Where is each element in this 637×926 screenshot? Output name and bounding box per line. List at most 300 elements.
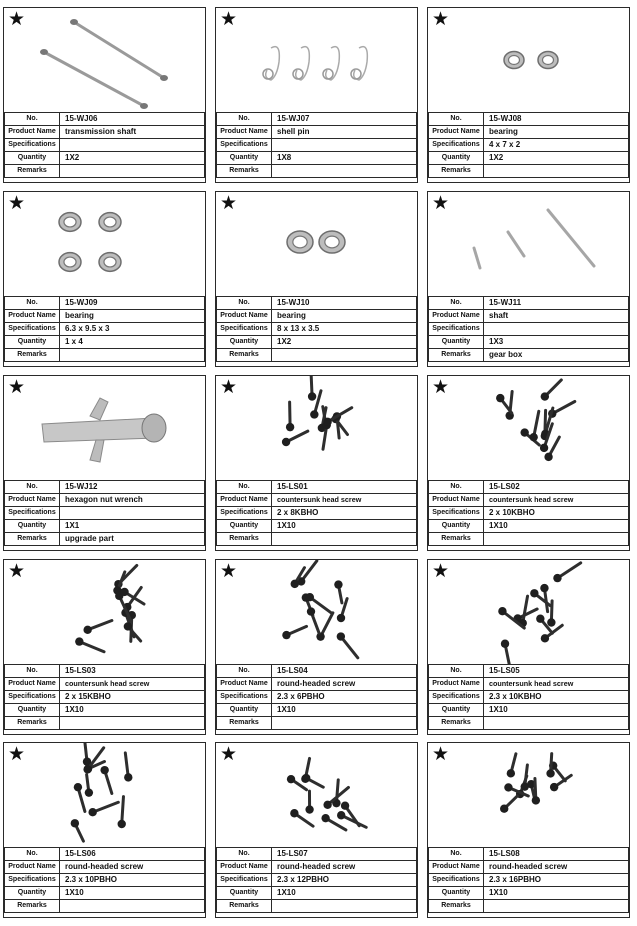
field-label: Product Name — [217, 310, 272, 323]
product-card — [215, 375, 418, 551]
field-label: Specifications — [429, 874, 484, 887]
spec-row-specifications — [217, 507, 417, 520]
field-value: 1X10 — [272, 704, 417, 717]
field-value: 1X10 — [272, 520, 417, 533]
spec-row-remarks — [217, 349, 417, 362]
field-label: No. — [429, 297, 484, 310]
product-photo — [216, 560, 417, 664]
field-value: gear box — [484, 349, 629, 362]
field-value: transmission shaft — [60, 126, 205, 139]
field-label: Remarks — [217, 533, 272, 546]
field-label: Remarks — [429, 900, 484, 913]
field-value: hexagon nut wrench — [60, 494, 205, 507]
field-label: Product Name — [217, 861, 272, 874]
star-icon: ★ — [432, 560, 450, 582]
spec-row-quantity — [429, 152, 629, 165]
field-label: No. — [217, 665, 272, 678]
field-label: Product Name — [429, 494, 484, 507]
field-value — [484, 323, 629, 336]
field-value — [484, 717, 629, 730]
field-value: shaft — [484, 310, 629, 323]
field-label: Product Name — [5, 126, 60, 139]
product-photo — [4, 743, 205, 847]
field-label: Product Name — [5, 494, 60, 507]
spec-row-quantity — [217, 520, 417, 533]
field-label: No. — [429, 113, 484, 126]
field-label: Remarks — [5, 349, 60, 362]
spec-table — [4, 664, 205, 730]
spec-row-remarks — [5, 900, 205, 913]
field-label: No. — [217, 113, 272, 126]
field-value: 2 x 8KBHO — [272, 507, 417, 520]
field-value — [484, 900, 629, 913]
product-card — [427, 742, 630, 918]
spec-row-product-name — [429, 310, 629, 323]
spec-row-specifications — [217, 139, 417, 152]
spec-row-specifications — [5, 323, 205, 336]
product-photo — [428, 560, 629, 664]
star-icon: ★ — [220, 560, 238, 582]
spec-row-product-name — [217, 678, 417, 691]
product-photo — [216, 376, 417, 480]
field-value: 2.3 x 16PBHO — [484, 874, 629, 887]
spec-row-remarks — [5, 533, 205, 546]
bearing-icon — [4, 192, 205, 296]
field-value: 2.3 x 10KBHO — [484, 691, 629, 704]
spec-row-product-name — [429, 861, 629, 874]
product-card — [427, 7, 630, 183]
field-value: 1X10 — [484, 704, 629, 717]
spec-row-remarks — [217, 165, 417, 178]
spec-row-specifications — [217, 323, 417, 336]
field-value: countersunk head screw — [484, 678, 629, 691]
product-card — [427, 375, 630, 551]
spec-table — [4, 847, 205, 913]
field-value: 8 x 13 x 3.5 — [272, 323, 417, 336]
field-label: Specifications — [217, 323, 272, 336]
spec-row-product-name — [5, 678, 205, 691]
field-value — [272, 900, 417, 913]
product-photo — [428, 192, 629, 296]
field-label: Remarks — [217, 717, 272, 730]
spec-row-product-name — [217, 861, 417, 874]
product-card — [3, 742, 206, 918]
field-value: 15-WJ08 — [484, 113, 629, 126]
field-value: 15-WJ10 — [272, 297, 417, 310]
spec-row-specifications — [429, 691, 629, 704]
product-card — [3, 191, 206, 367]
field-value: 15-LS04 — [272, 665, 417, 678]
field-label: Specifications — [217, 139, 272, 152]
spec-table — [216, 480, 417, 546]
spec-row-no — [217, 481, 417, 494]
spec-table — [428, 112, 629, 178]
product-photo — [4, 376, 205, 480]
spec-table — [428, 296, 629, 362]
field-value: 1X3 — [484, 336, 629, 349]
field-value: 15-WJ07 — [272, 113, 417, 126]
screw-icon — [4, 743, 205, 847]
product-photo — [428, 743, 629, 847]
field-value: 15-LS03 — [60, 665, 205, 678]
product-photo — [216, 192, 417, 296]
spec-table — [428, 480, 629, 546]
field-value: bearing — [60, 310, 205, 323]
field-value — [272, 139, 417, 152]
spec-row-product-name — [429, 494, 629, 507]
field-value: 1X2 — [484, 152, 629, 165]
field-value — [60, 900, 205, 913]
field-value — [272, 533, 417, 546]
spec-row-quantity — [217, 887, 417, 900]
spec-row-no — [5, 481, 205, 494]
spec-row-product-name — [5, 126, 205, 139]
product-card — [3, 7, 206, 183]
product-card — [215, 742, 418, 918]
field-value: 1X10 — [60, 887, 205, 900]
field-label: Remarks — [429, 349, 484, 362]
spec-row-specifications — [217, 874, 417, 887]
field-label: No. — [5, 665, 60, 678]
star-icon: ★ — [8, 376, 26, 398]
field-label: Product Name — [429, 678, 484, 691]
star-icon: ★ — [8, 8, 26, 30]
spec-row-remarks — [429, 717, 629, 730]
spec-row-product-name — [5, 494, 205, 507]
spec-row-specifications — [429, 323, 629, 336]
spec-row-quantity — [429, 887, 629, 900]
field-value: 2.3 x 10PBHO — [60, 874, 205, 887]
field-label: Specifications — [429, 139, 484, 152]
star-icon: ★ — [220, 8, 238, 30]
screw-icon — [4, 560, 205, 664]
field-label: Specifications — [5, 323, 60, 336]
spec-row-specifications — [5, 874, 205, 887]
field-label: Specifications — [217, 507, 272, 520]
field-value: round-headed screw — [272, 678, 417, 691]
spec-row-specifications — [5, 691, 205, 704]
product-photo — [216, 8, 417, 112]
field-value — [60, 507, 205, 520]
field-label: Product Name — [217, 494, 272, 507]
field-label: No. — [5, 297, 60, 310]
wrench-icon — [4, 376, 205, 480]
screw-icon — [428, 743, 629, 847]
field-value: 4 x 7 x 2 — [484, 139, 629, 152]
spec-row-no — [217, 848, 417, 861]
product-photo — [428, 376, 629, 480]
field-label: Quantity — [429, 887, 484, 900]
field-value: 15-LS06 — [60, 848, 205, 861]
field-label: Quantity — [429, 152, 484, 165]
star-icon: ★ — [432, 376, 450, 398]
field-label: Product Name — [5, 310, 60, 323]
field-label: Remarks — [429, 165, 484, 178]
star-icon: ★ — [8, 192, 26, 214]
field-value — [272, 165, 417, 178]
product-photo — [4, 192, 205, 296]
spec-table — [428, 847, 629, 913]
spec-row-quantity — [217, 704, 417, 717]
field-value: 1X10 — [484, 520, 629, 533]
field-label: Product Name — [5, 678, 60, 691]
field-label: Quantity — [217, 520, 272, 533]
spec-table — [4, 480, 205, 546]
field-label: Specifications — [429, 323, 484, 336]
spec-row-product-name — [429, 126, 629, 139]
field-value: 15-LS02 — [484, 481, 629, 494]
field-label: Quantity — [429, 704, 484, 717]
field-value — [484, 533, 629, 546]
field-label: Remarks — [429, 533, 484, 546]
star-icon: ★ — [8, 743, 26, 765]
spec-row-no — [5, 848, 205, 861]
spec-row-remarks — [429, 900, 629, 913]
spec-row-quantity — [5, 704, 205, 717]
field-value: 2.3 x 12PBHO — [272, 874, 417, 887]
product-card — [3, 375, 206, 551]
field-label: Remarks — [5, 165, 60, 178]
field-value: 1X1 — [60, 520, 205, 533]
product-card — [3, 559, 206, 735]
shell-pin-icon — [216, 8, 417, 112]
field-label: Specifications — [5, 874, 60, 887]
field-label: Remarks — [217, 165, 272, 178]
spec-row-product-name — [5, 310, 205, 323]
spec-row-specifications — [5, 139, 205, 152]
bearing-icon — [216, 192, 417, 296]
screw-icon — [428, 376, 629, 480]
field-label: Remarks — [217, 900, 272, 913]
product-card — [215, 7, 418, 183]
spec-row-product-name — [217, 494, 417, 507]
spec-row-product-name — [217, 126, 417, 139]
spec-row-remarks — [429, 533, 629, 546]
spec-row-product-name — [217, 310, 417, 323]
field-label: Remarks — [429, 717, 484, 730]
spec-row-no — [217, 297, 417, 310]
spec-row-quantity — [5, 336, 205, 349]
field-label: Product Name — [217, 126, 272, 139]
spec-table — [216, 847, 417, 913]
spec-row-quantity — [429, 520, 629, 533]
field-value — [272, 717, 417, 730]
field-label: Quantity — [5, 336, 60, 349]
spec-row-quantity — [217, 336, 417, 349]
spec-row-quantity — [5, 887, 205, 900]
field-value: 1X2 — [60, 152, 205, 165]
spec-row-no — [429, 481, 629, 494]
field-value: 1X10 — [60, 704, 205, 717]
field-label: No. — [217, 848, 272, 861]
spec-row-remarks — [217, 717, 417, 730]
field-label: No. — [217, 297, 272, 310]
field-value: 1X10 — [272, 887, 417, 900]
field-value: 15-WJ09 — [60, 297, 205, 310]
spec-row-remarks — [5, 349, 205, 362]
field-value — [60, 165, 205, 178]
field-label: Quantity — [429, 336, 484, 349]
spec-row-no — [429, 665, 629, 678]
field-value: round-headed screw — [484, 861, 629, 874]
spec-row-remarks — [217, 533, 417, 546]
spec-table — [4, 112, 205, 178]
spec-row-specifications — [5, 507, 205, 520]
spec-table — [4, 296, 205, 362]
field-value: 15-LS07 — [272, 848, 417, 861]
field-value: 1X10 — [484, 887, 629, 900]
field-value: bearing — [484, 126, 629, 139]
field-label: No. — [429, 665, 484, 678]
spec-row-no — [5, 665, 205, 678]
spec-row-no — [5, 297, 205, 310]
field-label: Specifications — [217, 691, 272, 704]
field-label: No. — [429, 481, 484, 494]
field-value — [272, 349, 417, 362]
field-value: 15-WJ06 — [60, 113, 205, 126]
spec-row-no — [429, 848, 629, 861]
field-value: bearing — [272, 310, 417, 323]
field-value: 2 x 15KBHO — [60, 691, 205, 704]
field-label: Remarks — [5, 900, 60, 913]
field-value — [60, 717, 205, 730]
product-card — [427, 191, 630, 367]
field-value: 2 x 10KBHO — [484, 507, 629, 520]
star-icon: ★ — [432, 743, 450, 765]
field-value: countersunk head screw — [272, 494, 417, 507]
spec-row-no — [429, 297, 629, 310]
field-label: Specifications — [5, 507, 60, 520]
spec-row-quantity — [429, 704, 629, 717]
spec-row-quantity — [5, 520, 205, 533]
field-label: Quantity — [5, 887, 60, 900]
spec-row-no — [217, 665, 417, 678]
spec-row-product-name — [429, 678, 629, 691]
star-icon: ★ — [220, 376, 238, 398]
field-value: countersunk head screw — [60, 678, 205, 691]
product-card — [215, 559, 418, 735]
field-value: 1X8 — [272, 152, 417, 165]
field-value — [484, 165, 629, 178]
field-label: Quantity — [5, 704, 60, 717]
spec-row-remarks — [429, 349, 629, 362]
field-value — [60, 349, 205, 362]
shaft-icon — [428, 192, 629, 296]
field-value: 6.3 x 9.5 x 3 — [60, 323, 205, 336]
star-icon: ★ — [220, 743, 238, 765]
spec-row-remarks — [5, 717, 205, 730]
star-icon: ★ — [220, 192, 238, 214]
screw-icon — [216, 743, 417, 847]
field-label: Product Name — [5, 861, 60, 874]
spec-row-specifications — [217, 691, 417, 704]
spec-row-specifications — [429, 139, 629, 152]
spec-row-remarks — [5, 165, 205, 178]
spec-row-specifications — [429, 507, 629, 520]
field-label: Specifications — [429, 691, 484, 704]
spec-row-quantity — [429, 336, 629, 349]
product-photo — [216, 743, 417, 847]
spec-row-remarks — [217, 900, 417, 913]
bearing-icon — [428, 8, 629, 112]
field-label: Specifications — [217, 874, 272, 887]
field-label: Product Name — [429, 310, 484, 323]
field-value: shell pin — [272, 126, 417, 139]
spec-row-quantity — [217, 152, 417, 165]
field-value — [60, 139, 205, 152]
field-value: 15-LS05 — [484, 665, 629, 678]
field-label: Quantity — [5, 152, 60, 165]
product-card — [427, 559, 630, 735]
spec-row-remarks — [429, 165, 629, 178]
field-value: 15-LS08 — [484, 848, 629, 861]
field-label: Quantity — [217, 887, 272, 900]
screw-icon — [216, 376, 417, 480]
field-value: round-headed screw — [60, 861, 205, 874]
spec-table — [216, 296, 417, 362]
screw-icon — [216, 560, 417, 664]
field-label: Product Name — [429, 861, 484, 874]
field-value: 15-WJ12 — [60, 481, 205, 494]
spec-table — [428, 664, 629, 730]
spec-row-quantity — [5, 152, 205, 165]
field-label: Remarks — [5, 533, 60, 546]
field-label: Specifications — [5, 139, 60, 152]
spec-row-no — [429, 113, 629, 126]
field-label: Quantity — [5, 520, 60, 533]
field-value: 15-LS01 — [272, 481, 417, 494]
product-photo — [4, 8, 205, 112]
field-value: 1X2 — [272, 336, 417, 349]
field-label: No. — [429, 848, 484, 861]
spec-row-no — [5, 113, 205, 126]
field-label: Product Name — [217, 678, 272, 691]
field-value: countersunk head screw — [484, 494, 629, 507]
field-label: No. — [5, 848, 60, 861]
spec-row-specifications — [429, 874, 629, 887]
star-icon: ★ — [432, 8, 450, 30]
product-photo — [4, 560, 205, 664]
field-label: No. — [217, 481, 272, 494]
field-label: Specifications — [5, 691, 60, 704]
transmission-shaft-icon — [4, 8, 205, 112]
field-value: 15-WJ11 — [484, 297, 629, 310]
product-card — [215, 191, 418, 367]
product-photo — [428, 8, 629, 112]
field-label: No. — [5, 481, 60, 494]
field-label: Remarks — [5, 717, 60, 730]
screw-icon — [428, 560, 629, 664]
field-value: round-headed screw — [272, 861, 417, 874]
star-icon: ★ — [432, 192, 450, 214]
field-value: upgrade part — [60, 533, 205, 546]
spec-row-product-name — [5, 861, 205, 874]
field-label: Quantity — [217, 336, 272, 349]
field-label: Remarks — [217, 349, 272, 362]
spec-table — [216, 112, 417, 178]
field-label: Quantity — [429, 520, 484, 533]
field-label: Specifications — [429, 507, 484, 520]
star-icon: ★ — [8, 560, 26, 582]
spec-table — [216, 664, 417, 730]
field-label: Quantity — [217, 152, 272, 165]
field-value: 1 x 4 — [60, 336, 205, 349]
field-label: Product Name — [429, 126, 484, 139]
spec-row-no — [217, 113, 417, 126]
field-label: Quantity — [217, 704, 272, 717]
field-label: No. — [5, 113, 60, 126]
field-value: 2.3 x 6PBHO — [272, 691, 417, 704]
